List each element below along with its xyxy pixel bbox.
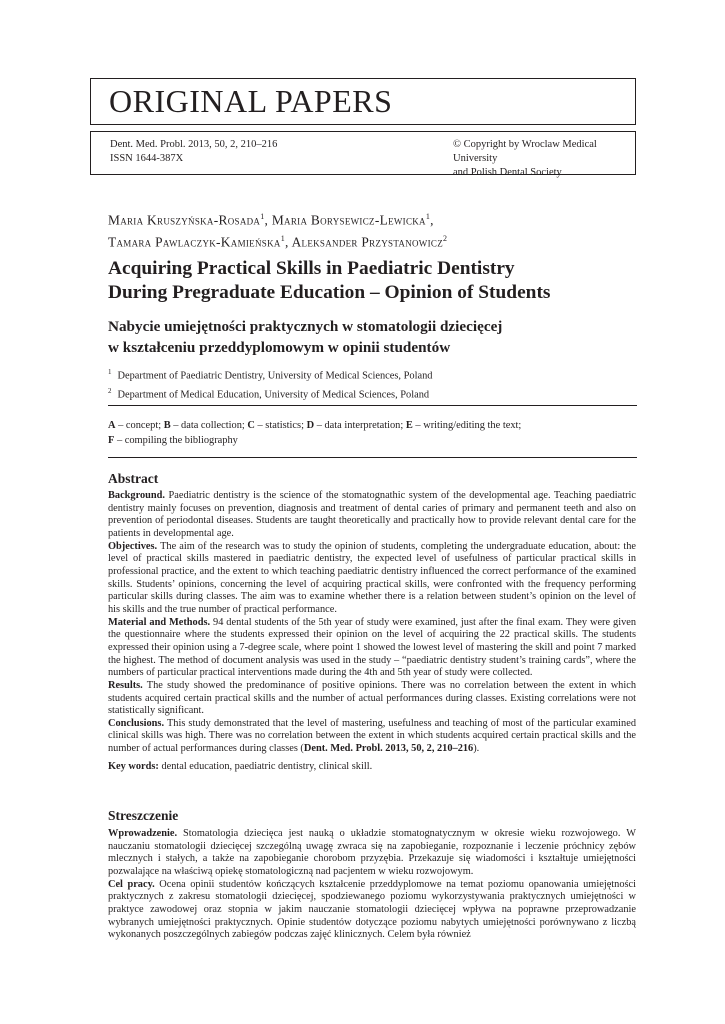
author-contributions: [108, 419, 628, 448]
paragraph-label: Background.: [108, 490, 166, 501]
journal-issn: ISSN 1644-387X: [110, 153, 184, 164]
title-line: Acquiring Practical Skills in Paediatric Dentistry: [108, 258, 515, 279]
streszczenie-cel: [108, 879, 636, 942]
abstract-methods: [108, 617, 636, 680]
article-title-polish: [108, 316, 628, 358]
affiliation-text: Department of Medical Education, University of Medical Sciences, Poland: [117, 389, 430, 401]
contribution-text: – concept;: [115, 420, 164, 431]
paragraph-text: This study demonstrated that the level of mastering, usefulness and teaching of most of the particular examined clinical skills was high. There was no correlation between the extent in which students acquired certain practical skills and the number of actual performances during classes (: [108, 717, 636, 755]
affiliation-number: 2: [108, 386, 112, 395]
abstract-conclusions: [108, 718, 636, 756]
abstract-heading: Abstract: [108, 471, 159, 486]
author-name: Tamara Pawlaczyk-Kamieńska: [108, 234, 281, 250]
article-title-english: [108, 257, 628, 305]
contribution-key: B: [163, 420, 171, 431]
paragraph-label: Conclusions.: [108, 717, 165, 729]
paragraph-text: Stomatologia dziecięca jest nauką o układzie stomatognatycznym w okresie wieku rozwojowego. W nauczaniu stomatologii dziecięcej szczególną uwagę zwraca się na zapobieganie, rozpoznanie i leczenie próchnicy zębów mlecznych i stałych, a także na zapobieganie chorobom przyzębia. Przekazuje się wiadomości i kształtuje umiejętności pozwalające na właściwą opiekę stomatologiczną nad pacjentem w wieku rozwojowym.: [108, 828, 636, 877]
copyright-line-2: and Polish Dental Society: [453, 167, 562, 178]
affiliation-text: Department of Paediatric Dentistry, University of Medical Sciences, Poland: [117, 370, 433, 382]
paragraph-text: 94 dental students of the 5th year of study were examined, just after the final exam. They were given the questionnaire where the students expressed their opinion on the level of acquiring the 22 practical skills. The students expressed their opinion using a 7-degree scale, where point 1 showed the lowest level of mastering the skill and point 7 marked the highest. The method of document analysis was used in the study – “paediatric dentistry student’s training cards”, where the numbers of particular practical interventions made during the 4th and 5th year of study were collected.: [108, 616, 636, 679]
affiliation-number: 1: [108, 368, 112, 376]
author-affiliation-mark: 1: [425, 212, 431, 221]
article-citation: Dent. Med. Probl. 2013, 50, 2, 210–216: [303, 743, 474, 755]
divider: [108, 457, 637, 458]
affiliations: [108, 365, 628, 403]
journal-info-box: [90, 131, 636, 178]
streszczenie-heading: Streszczenie: [108, 808, 179, 823]
journal-citation: [110, 138, 277, 166]
abstract-results: [108, 680, 636, 718]
contribution-text: – data interpretation;: [314, 420, 406, 431]
streszczenie-body: [108, 828, 636, 942]
contribution-text: – statistics;: [254, 420, 307, 431]
author-name: Maria Kruszyńska-Rosada: [108, 212, 261, 228]
paragraph-text: Paediatric dentistry is the science of the stomatognathic system of the developmental age. Teaching paediatric dentistry mainly focuses on prevention, diagnosis and treatment of dental caries of primary and permanent teeth and also on prevention of periodontal diseases. Students are taught theoretically and practically how to provide relevant dental care for the patients in developmental age.: [108, 490, 636, 539]
contribution-text: – compiling the bibliography: [114, 434, 238, 446]
paragraph-label: Key words:: [108, 760, 159, 772]
author-list: Maria Kruszyńska-Rosada$^1$, Maria Borysewicz-Lewicka$^1$, Tamara Pawlaczyk-Kamieńska$^1$, Aleksander Przystanowicz$^2$: [108, 212, 448, 250]
title-line: w kształceniu przeddyplomowym w opinii studentów: [108, 339, 451, 356]
author-affiliation-mark: 2: [443, 233, 448, 243]
journal-reference: Dent. Med. Probl. 2013, 50, 2, 210–216: [110, 139, 278, 150]
author-name: Aleksander Przystanowicz: [291, 234, 443, 250]
title-line: Nabycie umiejętności praktycznych w stomatologii dziecięcej: [108, 318, 503, 335]
paragraph-label: Wprowadzenie.: [108, 828, 178, 839]
keywords: [108, 761, 636, 774]
paragraph-label: Cel pracy.: [108, 878, 155, 890]
contribution-key: C: [247, 420, 255, 431]
contribution-key: D: [306, 420, 315, 431]
contribution-key: A: [108, 420, 116, 431]
paragraph-text: The study showed the predominance of positive opinions. There was no correlation between the extent in which students acquired certain practical skills and the number of actual performances during classes. Existing correlations were not statistically significant.: [108, 679, 636, 717]
author-name: Maria Borysewicz-Lewicka: [271, 212, 426, 228]
affiliation-item: [108, 365, 628, 384]
abstract-body: [108, 490, 636, 773]
contribution-text: – writing/editing the text;: [412, 420, 522, 431]
copyright-line-1: © Copyright by Wroclaw Medical University: [453, 139, 597, 164]
author-affiliation-mark: 1: [280, 233, 285, 243]
section-header-box: [90, 78, 636, 125]
paragraph-label: Results.: [108, 679, 143, 691]
keywords-text: dental education, paediatric dentistry, clinical skill.: [158, 760, 373, 772]
paragraph-label: Objectives.: [108, 540, 158, 552]
section-title: ORIGINAL PAPERS: [109, 83, 393, 119]
affiliation-item: [108, 384, 628, 403]
title-line: During Pregraduate Education – Opinion of Students: [108, 282, 551, 303]
abstract-background: [108, 490, 636, 541]
streszczenie-wprowadzenie: [108, 828, 636, 879]
paragraph-text: The aim of the research was to study the opinion of students, completing the undergraduate education, about: the level of practical skills mastered in paediatric dentistry, the expected level of usefulness of particular practical skills in professional practice, and the extent to which teaching paediatric dentistry influenced the correct performance of the examined skills. Students’ opinions, concerning the level of acquiring practical skills, were confronted with the frequency performing particular skills during classes. The aim was to examine whether there is a relation between student’s opinion on the level of his skills and the true number of practical performance.: [108, 540, 636, 615]
paragraph-label: Material and Methods.: [108, 616, 211, 628]
contribution-key: E: [405, 420, 413, 431]
abstract-objectives: [108, 541, 636, 617]
contribution-text: – data collection;: [170, 420, 248, 431]
contribution-key: F: [108, 434, 115, 446]
copyright-notice: [453, 138, 633, 180]
author-affiliation-mark: 1: [260, 212, 265, 221]
paragraph-text: ).: [473, 743, 480, 755]
paragraph-text: Ocena opinii studentów kończących kształcenie przeddyplomowe na temat poziomu opanowania umiejętności praktycznych z zakresu stomatologii dziecięcej, spodziewanego poziomu wykorzystywania praktycznych umiejętności w praktyce zawodowej oraz stopnia w jakim nauczanie stomatologii dziecięcej wpływa na poprawne przeprowadzanie wybranych umiejętności praktycznych. Opinie studentów dotyczące poziomu nabytych umiejętności porównywano z liczbą wykonanych poszczególnych zabiegów podczas zajęć klinicznych. Celem była również: [108, 878, 636, 941]
divider: [108, 405, 637, 406]
